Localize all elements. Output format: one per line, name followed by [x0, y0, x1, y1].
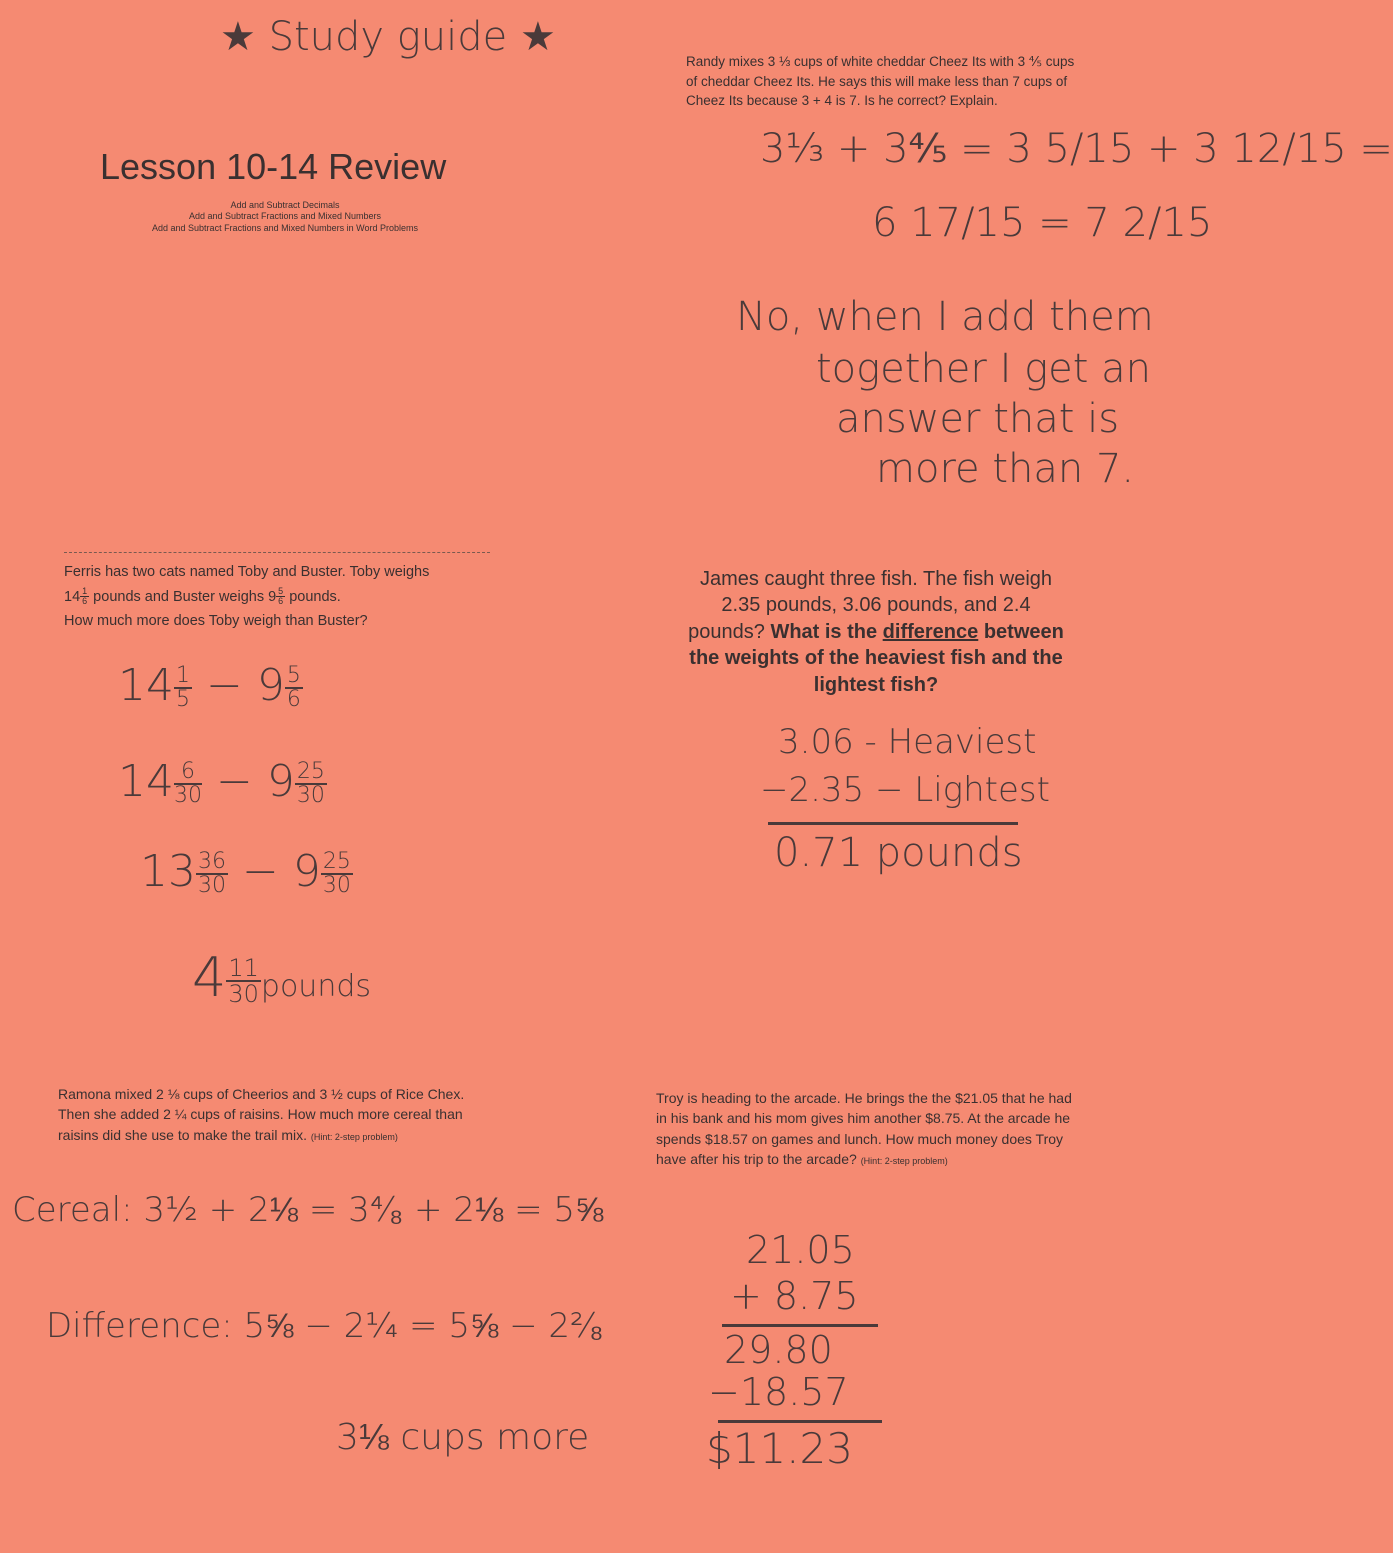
ferris-question: [64, 560, 504, 634]
randy-answer-1: No, when I add them: [736, 294, 1154, 340]
troy-line-2: [718, 1420, 882, 1423]
page-title: Lesson 10-14 Review: [100, 146, 447, 187]
troy-n3: 29.80: [724, 1328, 833, 1372]
randy-answer-4: more than 7.: [876, 446, 1135, 492]
james-line-4: the weights of the heaviest fish and the: [689, 647, 1063, 670]
subtopic-3: Add and Subtract Fractions and Mixed Numbers in Word Problems: [152, 222, 418, 233]
subtopic-1: Add and Subtract Decimals: [230, 200, 340, 210]
randy-answer-3: answer that is: [836, 396, 1120, 442]
subtopics: [120, 200, 450, 234]
james-line-5: lightest fish?: [813, 673, 939, 696]
troy-n1: 21.05: [746, 1228, 855, 1272]
ferris-line-2: 14 $\frac{1}{6}$ pounds and Buster weighs 9 $\frac{5}{6}$ pounds.: [64, 586, 341, 607]
ferris-work-2: 14 $\frac{6}{30}$ − 9 $\frac{25}{30}$: [118, 756, 325, 808]
james-line-3: pounds? What is the difference between: [688, 620, 1064, 643]
ferris-work-3: 13 $\frac{36}{30}$ − 9 $\frac{25}{30}$: [140, 846, 351, 898]
troy-line-1: [722, 1324, 878, 1327]
ferris-answer: 4 $\frac{11}{30}$ pounds: [192, 946, 372, 1009]
divider-line: [64, 552, 490, 553]
james-line-2: 2.35 pounds, 3.06 pounds, and 2.4: [721, 594, 1031, 617]
troy-hint: (Hint: 2-step problem): [860, 1155, 948, 1166]
ferris-line-1: Ferris has two cats named Toby and Buster. Toby weighs: [64, 564, 430, 580]
troy-n2: + 8.75: [730, 1274, 859, 1318]
james-work-top: 3.06 - Heaviest: [778, 722, 1037, 762]
randy-answer-2: together I get an: [816, 346, 1151, 392]
ramona-cereal: Cereal: 3½ + 2⅛ = 3⁴⁄₈ + 2⅛ = 5⅝: [12, 1190, 604, 1230]
randy-question: Randy mixes 3 ⅓ cups of white cheddar Cheez Its with 3 ⅘ cups of cheddar Cheez Its. He says this will make less than 7 cups of Cheez Its because 3 + 4 is 7. Is he correct? Explain.: [686, 54, 1075, 109]
james-work-sub: −2.35 − Lightest: [760, 770, 1050, 810]
troy-question: Troy is heading to the arcade. He brings the the $21.05 that he had in his bank and his mom gives him another $8.75. At the arcade he spends $18.57 on games and lunch. How much money does Troy have after his trip to the arcade? (Hint: 2-step problem): [656, 1090, 1072, 1167]
fraction: $\frac{1}{6}$: [82, 586, 88, 607]
ramona-hint: (Hint: 2-step problem): [310, 1131, 398, 1142]
james-answer: 0.71 pounds: [774, 830, 1023, 876]
ramona-answer: 3⅛ cups more: [336, 1417, 590, 1458]
ferris-line-3: How much more does Toby weigh than Buster?: [64, 613, 368, 630]
subtopic-2: Add and Subtract Fractions and Mixed Numbers: [188, 211, 382, 222]
james-sum-line: [768, 822, 1018, 825]
randy-work-line1: 3⅓ + 3⅘ = 3 5/15 + 3 12/15 =: [760, 126, 1393, 172]
james-line-1: James caught three fish. The fish weigh: [699, 568, 1053, 590]
fraction: $\frac{5}{6}$: [278, 586, 284, 607]
troy-answer: $11.23: [706, 1424, 853, 1473]
ferris-work-1: 14 $\frac{1}{5}$ − 9 $\frac{5}{6}$: [118, 660, 301, 712]
study-guide-heading: ★ Study guide ★: [220, 14, 556, 60]
troy-n4: −18.57: [708, 1370, 849, 1414]
randy-work-line2: 6 17/15 = 7 2/15: [872, 200, 1213, 246]
james-question: [656, 566, 1096, 698]
ramona-difference: Difference: 5⅝ − 2¼ = 5⅝ − 2²⁄₈: [46, 1306, 604, 1346]
ramona-question: Ramona mixed 2 ⅛ cups of Cheerios and 3 ½ cups of Rice Chex. Then she added 2 ¼ cups of raisins. How much more cereal than raisins did she use to make the trail mix. (Hint: 2-step problem): [58, 1086, 465, 1143]
